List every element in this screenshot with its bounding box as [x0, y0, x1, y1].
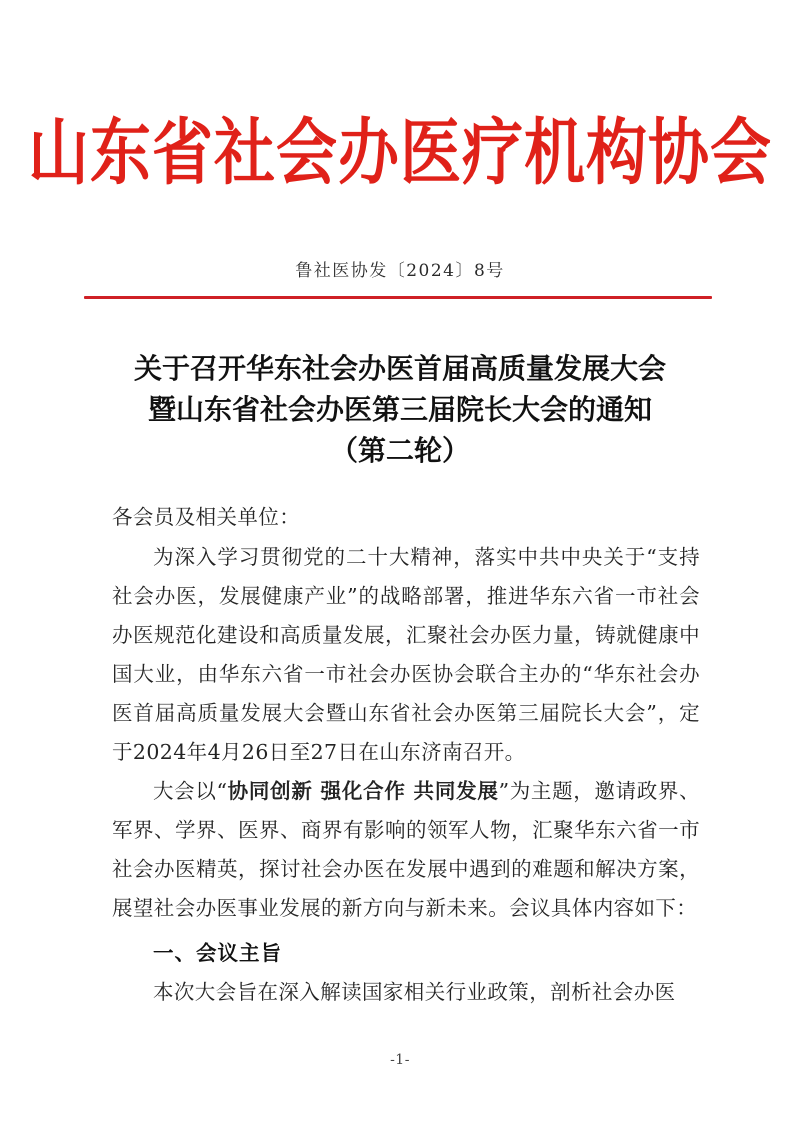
page-number-footer: -1- — [390, 1052, 410, 1068]
letterhead-organization-title: 山东省社会办医疗机构协会 — [27, 111, 772, 196]
body-paragraph-2 — [112, 772, 700, 928]
letterhead — [0, 111, 800, 196]
paragraph-2-remainder: ”为主题，邀请政界、军界、学界、医界、商界有影响的领军人物，汇聚华东六省一市社会办医精英，探讨社会办医在发展中遇到的难题和解决方案，展望社会办医事业发展的新方向与新未来。会议具体内容如下： — [112, 779, 700, 920]
document-serial-number: 鲁社医协发〔2024〕8号 — [295, 261, 505, 281]
paragraph-2-lead-in: 大会以“ — [153, 779, 228, 803]
document-body — [112, 498, 700, 1012]
document-title-line-1: 关于召开华东社会办医首届高质量发展大会 — [133, 352, 666, 385]
salutation: 各会员及相关单位： — [112, 505, 301, 529]
document-title — [100, 348, 700, 471]
section-heading-conference-purpose: 一、会议主旨 — [153, 941, 282, 965]
body-paragraph-3: 本次大会旨在深入解读国家相关行业政策，剖析社会办医 — [153, 980, 676, 1004]
conference-theme-text: 协同创新 强化合作 共同发展 — [227, 779, 499, 803]
document-title-line-3: （第二轮） — [329, 434, 470, 467]
body-paragraph-1: 为深入学习贯彻党的二十大精神，落实中共中央关于“支持社会办医，发展健康产业”的战略部署，推进华东六省一市社会办医规范化建设和高质量发展，汇聚社会办医力量，铸就健康中国大业，由华东六省一市社会办医协会联合主办的“华东社会办医首届高质量发展大会暨山东省社会办医第三届院长大会”，定于2024年4月26日至27日在山东济南召开。 — [112, 545, 700, 764]
red-divider-rule — [84, 296, 712, 299]
document-title-line-2: 暨山东省社会办医第三届院长大会的通知 — [147, 393, 652, 426]
